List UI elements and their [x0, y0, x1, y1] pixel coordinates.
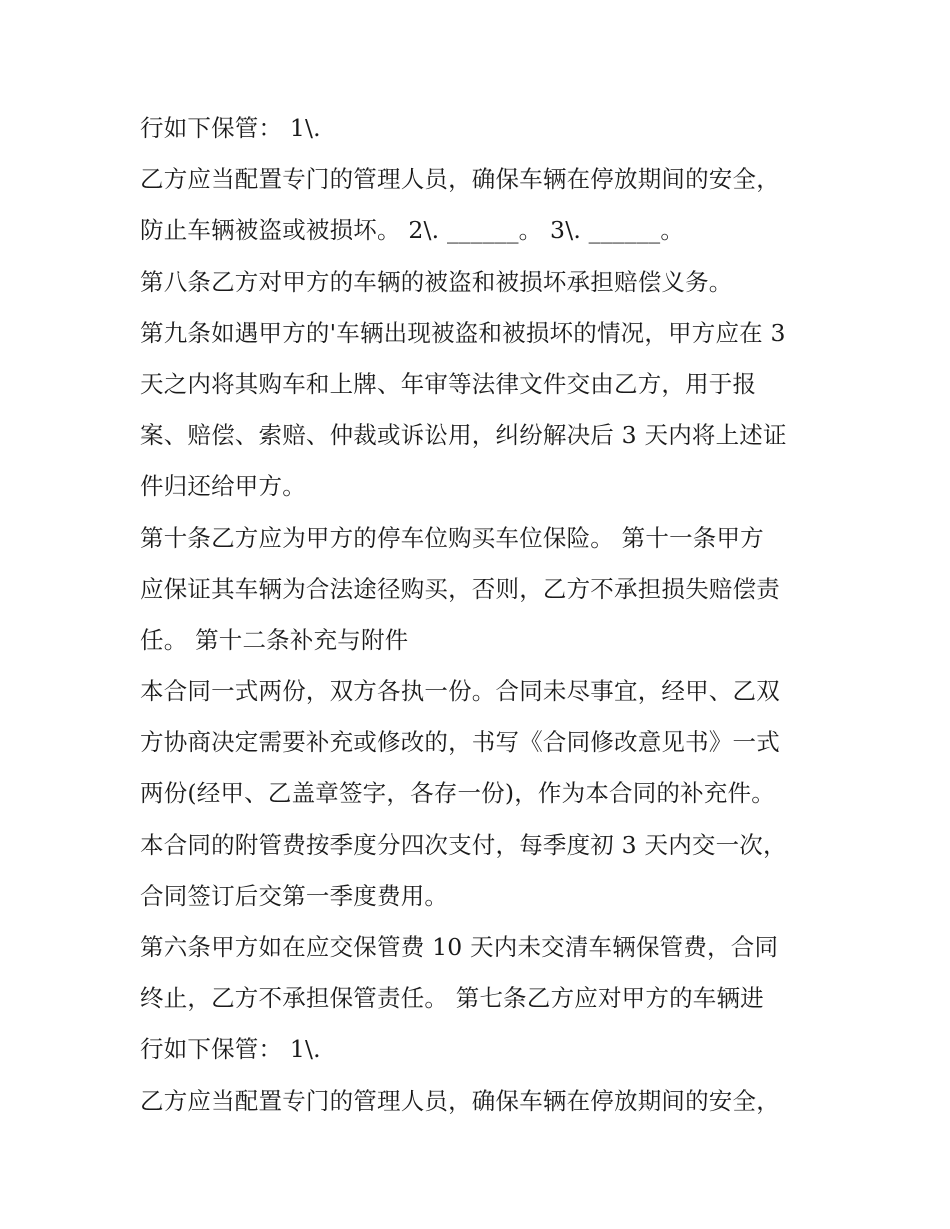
- text-line: 两份(经甲、乙盖章签字，各存一份)，作为本合同的补充件。: [140, 779, 775, 808]
- text-line: 终止，乙方不承担保管责任。 第七条乙方应对甲方的车辆进: [140, 984, 764, 1013]
- text-line: 本合同一式两份，双方各执一份。合同未尽事宜，经甲、乙双: [140, 677, 780, 706]
- text-line: 乙方应当配置专门的管理人员，确保车辆在停放期间的安全，: [140, 165, 780, 194]
- text-line: 合同签订后交第一季度费用。: [140, 881, 449, 910]
- text-line: 防止车辆被盗或被损坏。 2\. ______。 3\. ______。: [140, 216, 685, 245]
- text-line: 案、赔偿、索赔、仲裁或诉讼用，纠纷解决后 3 天内将上述证: [140, 421, 787, 450]
- text-line: 应保证其车辆为合法途径购买，否则，乙方不承担损失赔偿责: [140, 574, 780, 603]
- text-line: 任。 第十二条补充与附件: [140, 625, 409, 654]
- text-line: 件归还给甲方。: [140, 472, 306, 501]
- text-line: 第九条如遇甲方的'车辆出现被盗和被损坏的情况，甲方应在 3: [140, 318, 786, 347]
- text-line: 方协商决定需要补充或修改的，书写《合同修改意见书》一式: [140, 728, 780, 757]
- text-line: 本合同的附管费按季度分四次支付，每季度初 3 天内交一次，: [140, 830, 787, 859]
- text-line: 第六条甲方如在应交保管费 10 天内未交清车辆保管费，合同: [140, 933, 779, 961]
- text-line: 乙方应当配置专门的管理人员，确保车辆在停放期间的安全，: [140, 1086, 780, 1115]
- text-line: 行如下保管： 1\.: [140, 1035, 321, 1064]
- text-line: 第十条乙方应为甲方的停车位购买车位保险。 第十一条甲方: [140, 523, 764, 552]
- document-body: [140, 103, 820, 1127]
- text-line: 天之内将其购车和上牌、年审等法律文件交由乙方，用于报: [140, 369, 757, 398]
- text-line: 第八条乙方对甲方的车辆的被盗和被损坏承担赔偿义务。: [140, 267, 733, 296]
- text-line: 行如下保管： 1\.: [140, 114, 321, 142]
